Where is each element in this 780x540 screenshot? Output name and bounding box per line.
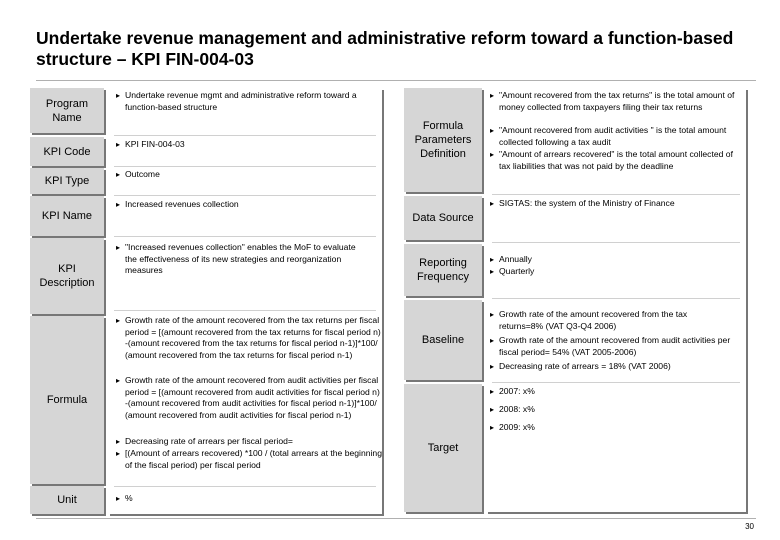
parameter-definition-item: ▸ "Amount of arrears recovered" is the total amount collected of tax liabilities that was not paid by the deadline bbox=[490, 149, 744, 172]
page-title: Undertake revenue management and administrative reform toward a function-based structure – KPI FIN-004-03 bbox=[36, 28, 734, 69]
data-source-value: ▸ SIGTAS: the system of the Ministry of Finance bbox=[490, 198, 744, 210]
label-baseline: Baseline bbox=[404, 300, 482, 380]
formula-item: ▸ [(Amount of arrears recovered) *100 / (total arrears at the beginning of the fiscal period) per fiscal period bbox=[116, 448, 382, 471]
label-kpi-type: KPI Type bbox=[30, 168, 104, 194]
row-separator bbox=[492, 242, 740, 243]
label-kpi-code: KPI Code bbox=[30, 137, 104, 166]
frequency-item: ▸ Annually bbox=[490, 254, 744, 266]
row-separator bbox=[114, 310, 376, 311]
label-data-source: Data Source bbox=[404, 196, 482, 240]
label-kpi-description: KPI Description bbox=[30, 238, 104, 314]
row-separator bbox=[114, 166, 376, 167]
row-separator bbox=[492, 194, 740, 195]
formula-item: ▸ Decreasing rate of arrears per fiscal period= bbox=[116, 436, 382, 448]
formula-item: ▸ Growth rate of the amount recovered from audit activities per fiscal period = [(amount recovered from audit activities for fiscal period n) -(amount recovered from audit activities for fiscal period n-1)]*100/ (amount recovered from audit activities for fiscal period n-1) bbox=[116, 375, 382, 421]
unit-value: ▸ % bbox=[116, 493, 368, 505]
row-separator bbox=[492, 298, 740, 299]
baseline-item: ▸ Growth rate of the amount recovered from audit activities per fiscal period= 54% (VAT 2005-2006) bbox=[490, 335, 732, 358]
row-separator bbox=[114, 486, 376, 487]
target-item: ▸ 2008: x% bbox=[490, 404, 744, 416]
target-item: ▸ 2009: x% bbox=[490, 422, 744, 434]
formula-item: ▸ Growth rate of the amount recovered from the tax returns per fiscal period = [(amount recovered from the tax returns for fiscal period n) -(amount recovered from the tax returns for fiscal period n-1)]*100/ (amount recovered from the tax returns for fiscal period n-1) bbox=[116, 315, 382, 361]
label-unit: Unit bbox=[30, 486, 104, 514]
label-formula-parameters: Formula Parameters Definition bbox=[404, 88, 482, 192]
kpi-code-value: ▸ KPI FIN-004-03 bbox=[116, 139, 368, 151]
title-divider bbox=[36, 80, 756, 81]
target-item: ▸ 2007: x% bbox=[490, 386, 744, 398]
page-number: 30 bbox=[745, 522, 754, 531]
label-reporting-frequency: Reporting Frequency bbox=[404, 244, 482, 296]
program-name-value: ▸ Undertake revenue mgmt and administrative reform toward a function-based structure bbox=[116, 90, 368, 113]
label-kpi-name: KPI Name bbox=[30, 196, 104, 236]
row-separator bbox=[492, 382, 740, 383]
row-separator bbox=[114, 236, 376, 237]
kpi-name-value: ▸ Increased revenues collection bbox=[116, 199, 368, 211]
frequency-item: ▸ Quarterly bbox=[490, 266, 744, 278]
label-formula: Formula bbox=[30, 316, 104, 484]
baseline-item: ▸ Growth rate of the amount recovered from the tax returns=8% (VAT Q3-Q4 2006) bbox=[490, 309, 732, 332]
label-program-name: Program Name bbox=[30, 88, 104, 133]
parameter-definition-item: ▸ "Amount recovered from the tax returns" is the total amount of money collected from taxpayers filing their tax returns bbox=[490, 90, 744, 113]
kpi-description-value: ▸ "Increased revenues collection" enables the MoF to evaluate the effectiveness of its new strategies and reorganization measures bbox=[116, 242, 360, 277]
baseline-item: ▸ Decreasing rate of arrears = 18% (VAT 2006) bbox=[490, 361, 744, 373]
footer-divider bbox=[36, 518, 756, 519]
parameter-definition-item: ▸ "Amount recovered from audit activities " is the total amount collected following a tax audit bbox=[490, 125, 744, 148]
row-separator bbox=[114, 195, 376, 196]
row-separator bbox=[114, 135, 376, 136]
label-target: Target bbox=[404, 384, 482, 512]
kpi-type-value: ▸ Outcome bbox=[116, 169, 368, 181]
